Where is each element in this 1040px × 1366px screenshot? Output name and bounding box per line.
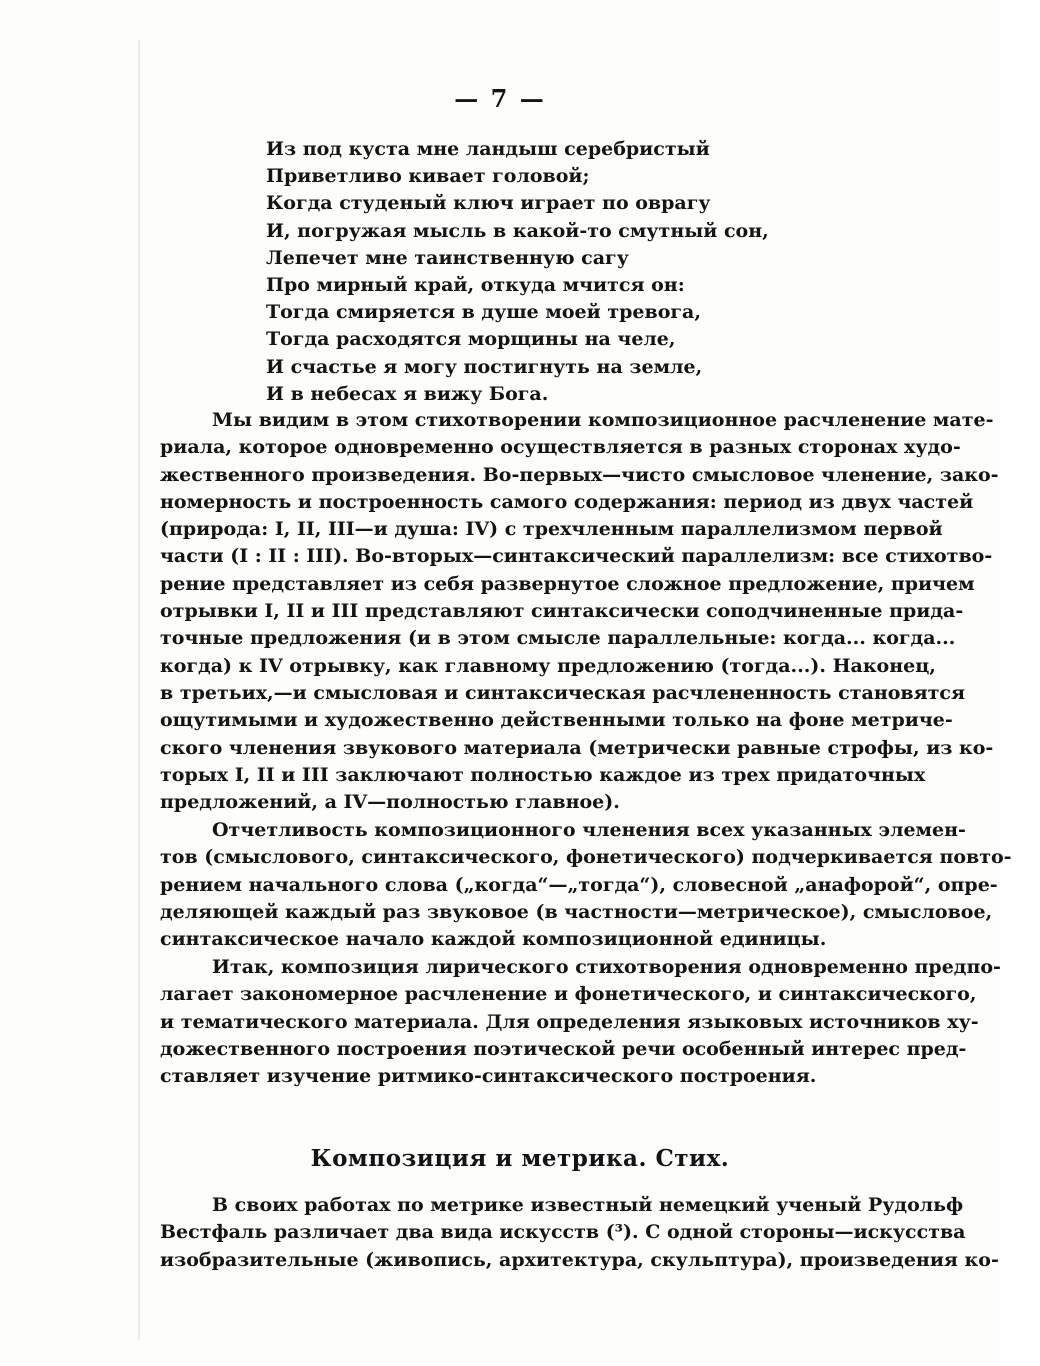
text-line: Отчетливость композиционного членения всех указанных элемен- bbox=[212, 819, 966, 841]
poem-line: Приветливо кивает головой; bbox=[266, 165, 590, 188]
text-line: части (I : II : III). Во-вторых—синтаксический параллелизм: все стихотво- bbox=[160, 545, 993, 568]
text-line: Вестфаль различает два вида искусств (³). С одной стороны—искусства bbox=[160, 1221, 966, 1244]
text-line: рение представляет из себя развернутое сложное предложение, причем bbox=[160, 572, 975, 595]
text-line: торых I, II и III заключают полностью каждое из трех придаточных bbox=[160, 763, 926, 786]
text-line: жественного произведения. Во-первых—чисто смысловое членение, зако- bbox=[160, 463, 999, 486]
text-line: номерность и построенность самого содержания: период из двух частей bbox=[160, 490, 974, 513]
text-line: (природа: I, II, III—и душа: IV) с трехчленным параллелизмом первой bbox=[160, 518, 943, 541]
poem-line: И счастье я могу постигнуть на земле, bbox=[266, 355, 703, 378]
text-line: Мы видим в этом стихотворении композиционное расчленение мате- bbox=[212, 409, 994, 431]
poem-line: Тогда смиряется в душе моей тревога, bbox=[266, 301, 701, 324]
text-line: тов (смыслового, синтаксического, фонетического) подчеркивается повто- bbox=[160, 846, 1012, 869]
paragraph-westphal bbox=[160, 1192, 999, 1274]
poem-quote bbox=[266, 136, 906, 408]
text-line: риала, которое одновременно осуществляется в разных сторонах худо- bbox=[160, 436, 961, 459]
text-line: Итак, композиция лирического стихотворения одновременно предпо- bbox=[212, 956, 1001, 978]
page-number: — 7 — bbox=[454, 84, 546, 113]
text-line: когда) к IV отрывку, как главному предложению (тогда...). Наконец, bbox=[160, 654, 936, 677]
poem-line: И, погружая мысль в какой-то смутный сон, bbox=[266, 219, 769, 242]
text-line: в третьих,—и смысловая и синтаксическая расчлененность становятся bbox=[160, 681, 966, 704]
poem-line: Когда студеный ключ играет по оврагу bbox=[266, 192, 711, 215]
poem-line: Лепечет мне таинственную сагу bbox=[266, 246, 629, 269]
poem-line: Тогда расходятся морщины на челе, bbox=[266, 328, 676, 351]
paragraph-anaphora bbox=[160, 817, 1012, 953]
text-line: синтаксическое начало каждой композиционной единицы. bbox=[160, 928, 827, 951]
text-line: отрывки I, II и III представляют синтаксически соподчиненные прида- bbox=[160, 600, 964, 623]
section-heading: Композиция и метрика. Стих. bbox=[310, 1145, 730, 1172]
paragraph-composition-analysis bbox=[160, 407, 999, 816]
poem-line: Про мирный край, откуда мчится он: bbox=[266, 274, 685, 297]
text-line: рением начального слова („когда“—„тогда“), словесной „анафорой“, опре- bbox=[160, 873, 998, 896]
paragraph-conclusion bbox=[160, 954, 1001, 1090]
text-line: ощутимыми и художественно действенными только на фоне метриче- bbox=[160, 709, 953, 732]
text-line: точные предложения (и в этом смысле параллельные: когда... когда... bbox=[160, 627, 956, 650]
text-line: и тематического материала. Для определения языковых источников ху- bbox=[160, 1010, 979, 1033]
poem-line: Из под куста мне ландыш серебристый bbox=[266, 138, 710, 160]
text-line: лагает закономерное расчленение и фонетического, и синтаксического, bbox=[160, 983, 977, 1006]
text-line: предложений, а IV—полностью главное). bbox=[160, 791, 620, 814]
text-line: деляющей каждый раз звуковое (в частности—метрическое), смысловое, bbox=[160, 900, 993, 923]
text-line: дожественного построения поэтической речи особенный интерес пред- bbox=[160, 1037, 967, 1060]
text-line: ставляет изучение ритмико-синтаксического построения. bbox=[160, 1065, 817, 1088]
text-line: ского членения звукового материала (метрически равные строфы, из ко- bbox=[160, 736, 994, 759]
text-line: изобразительные (живопись, архитектура, скульптура), произведения ко- bbox=[160, 1248, 999, 1271]
text-line: В своих работах по метрике известный немецкий ученый Рудольф bbox=[212, 1194, 964, 1216]
poem-line: И в небесах я вижу Бога. bbox=[266, 382, 549, 405]
